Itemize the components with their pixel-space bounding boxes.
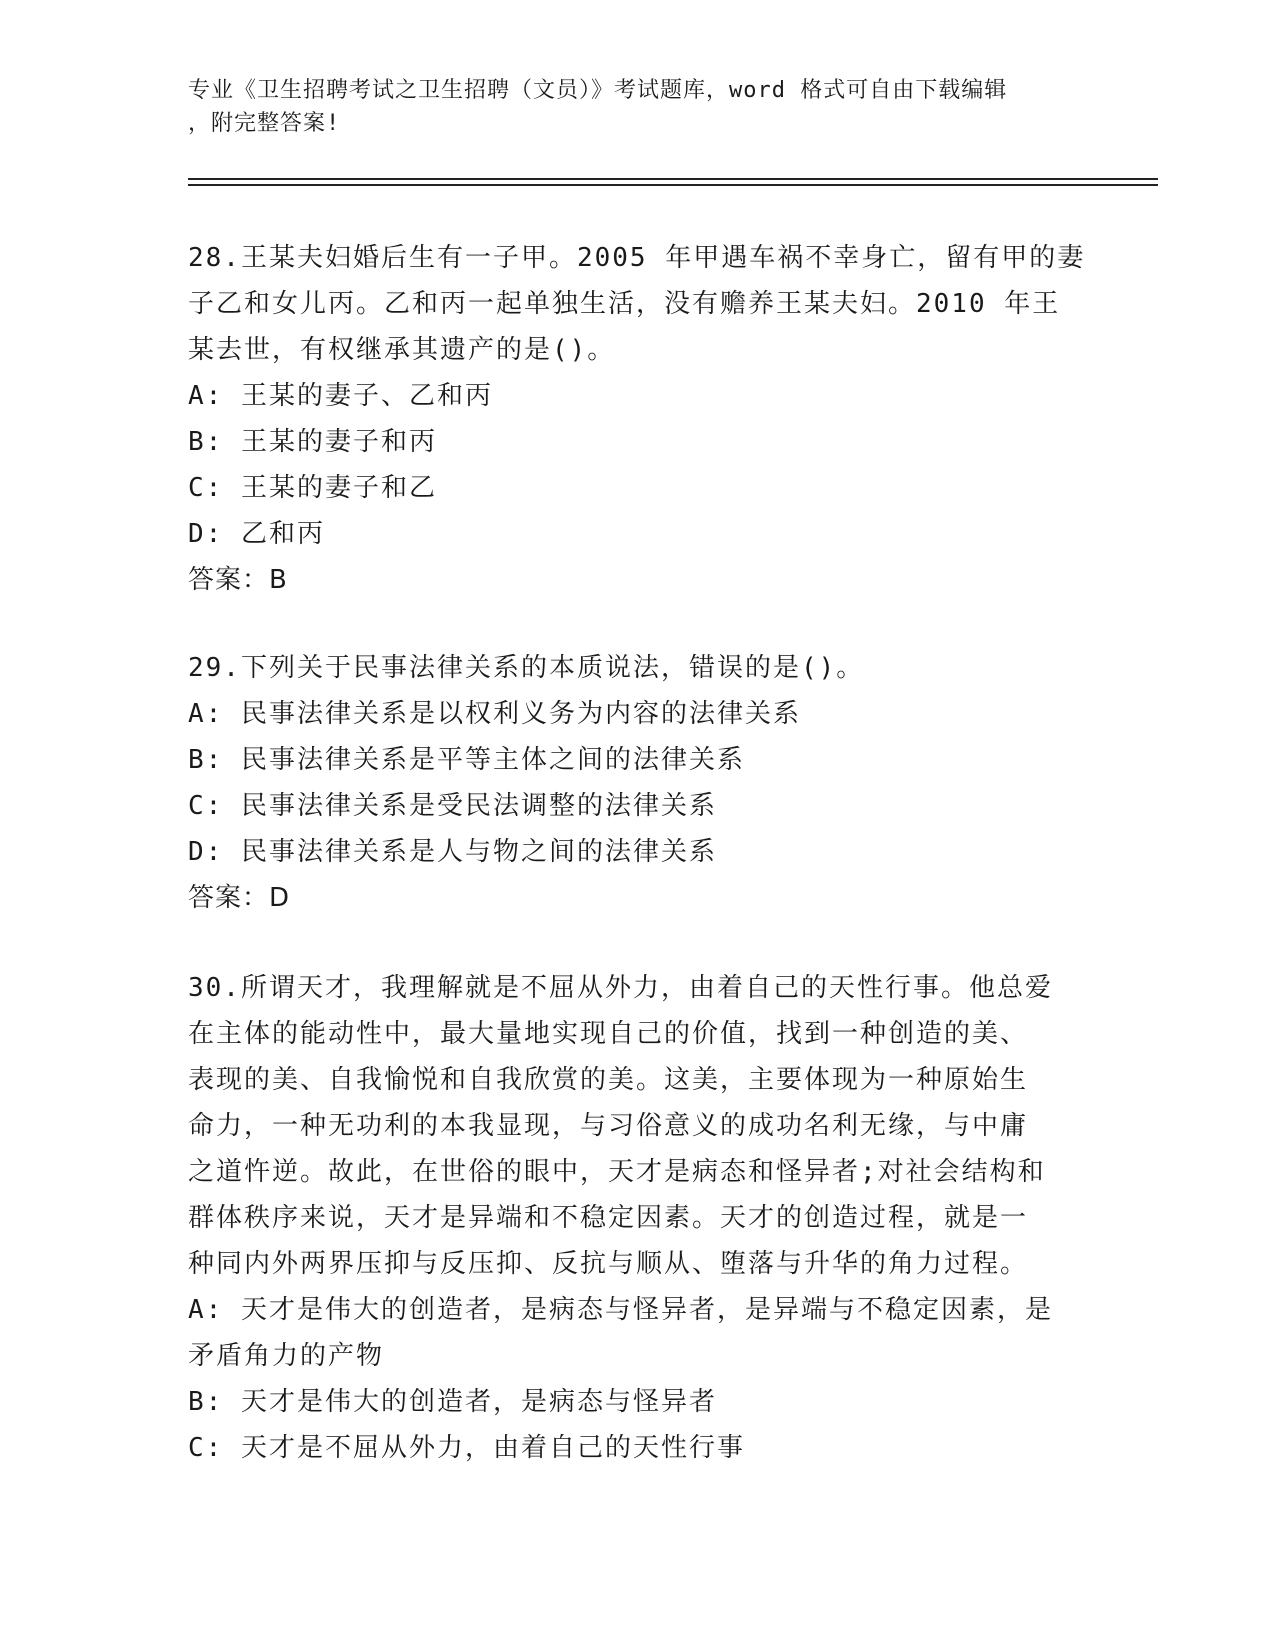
stem-line: 子乙和女儿丙。乙和丙一起单独生活，没有赡养王某夫妇。2010 年王	[188, 289, 1061, 319]
option-a: A: 王某的妻子、乙和丙	[188, 381, 493, 411]
stem-line: 30.所谓天才，我理解就是不屈从外力，由着自己的天性行事。他总爱	[188, 973, 1053, 1003]
stem-line: 表现的美、自我愉悦和自我欣赏的美。这美，主要体现为一种原始生	[188, 1065, 1029, 1095]
question-29	[188, 645, 1088, 921]
question-stem	[188, 235, 1088, 373]
header-line-2: ，附完整答案!	[188, 111, 341, 136]
question-stem	[188, 965, 1088, 1287]
question-28	[188, 235, 1088, 603]
answer: 答案：D	[188, 883, 291, 913]
option-a-continuation: 矛盾角力的产物	[188, 1341, 385, 1371]
stem-line: 某去世，有权继承其遗产的是()。	[188, 335, 616, 365]
option-c: C: 天才是不屈从外力，由着自己的天性行事	[188, 1433, 745, 1463]
stem-line: 28.王某夫妇婚后生有一子甲。2005 年甲遇车祸不幸身亡，留有甲的妻	[188, 243, 1086, 273]
header-line-1: 专业《卫生招聘考试之卫生招聘（文员）》考试题库，word 格式可自由下载编辑	[188, 78, 1008, 103]
question-stem	[188, 645, 1088, 691]
stem-line: 命力，一种无功利的本我显现，与习俗意义的成功名利无缘，与中庸	[188, 1111, 1029, 1141]
option-d: D: 民事法律关系是人与物之间的法律关系	[188, 837, 717, 867]
stem-line: 29.下列关于民事法律关系的本质说法，错误的是()。	[188, 653, 865, 683]
option-b: B: 民事法律关系是平等主体之间的法律关系	[188, 745, 745, 775]
option-a: A: 天才是伟大的创造者，是病态与怪异者，是异端与不稳定因素，是	[188, 1295, 1053, 1325]
header-divider-bottom	[188, 184, 1158, 186]
question-30	[188, 965, 1088, 1471]
answer: 答案：B	[188, 565, 288, 595]
option-c: C: 王某的妻子和乙	[188, 473, 437, 503]
stem-line: 种同内外两界压抑与反压抑、反抗与顺从、堕落与升华的角力过程。	[188, 1249, 1029, 1279]
document-header	[188, 74, 1088, 140]
stem-line: 之道忤逆。故此，在世俗的眼中，天才是病态和怪异者;对社会结构和	[188, 1157, 1046, 1187]
header-divider-top	[188, 178, 1158, 180]
option-d: D: 乙和丙	[188, 519, 325, 549]
option-b: B: 王某的妻子和丙	[188, 427, 437, 457]
stem-line: 在主体的能动性中，最大量地实现自己的价值，找到一种创造的美、	[188, 1019, 1029, 1049]
option-a: A: 民事法律关系是以权利义务为内容的法律关系	[188, 699, 801, 729]
option-c: C: 民事法律关系是受民法调整的法律关系	[188, 791, 717, 821]
option-b: B: 天才是伟大的创造者，是病态与怪异者	[188, 1387, 717, 1417]
stem-line: 群体秩序来说，天才是异端和不稳定因素。天才的创造过程，就是一	[188, 1203, 1029, 1233]
